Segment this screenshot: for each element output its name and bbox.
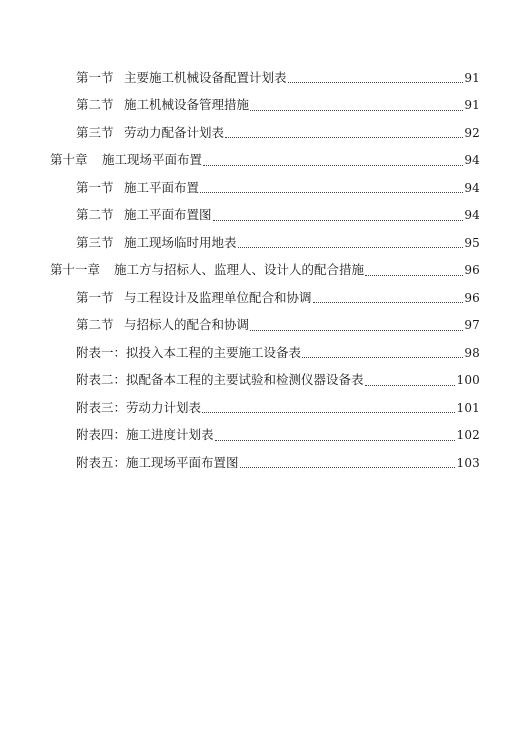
dot-leader (288, 68, 464, 83)
dot-leader (365, 261, 463, 276)
toc-entry-label (50, 263, 364, 277)
dot-leader (203, 151, 463, 166)
toc-appendix-entry[interactable] (0, 367, 529, 395)
toc-entry-page: 98 (464, 345, 480, 360)
toc-entry-title: 施工平面布置 (124, 179, 200, 195)
toc-entry-label (76, 98, 249, 112)
dot-leader (202, 398, 455, 413)
toc-entry[interactable] (0, 119, 529, 147)
toc-chapter-number: 第十一章 (50, 262, 101, 278)
toc-entry-page: 102 (456, 428, 480, 443)
toc-entry-label (50, 153, 202, 167)
dot-leader (238, 233, 464, 248)
toc-entry-page: 101 (456, 400, 480, 415)
toc-appendix-title: 附表四：施工进度计划表 (76, 427, 214, 443)
toc-entry[interactable] (0, 312, 529, 340)
toc-entry[interactable] (0, 284, 529, 312)
toc-entry-label (76, 181, 199, 195)
toc-chapter-title: 施工现场平面布置 (102, 152, 203, 168)
toc-entry-number: 第二节 (76, 207, 114, 223)
dot-leader (200, 178, 463, 193)
table-of-contents (0, 64, 529, 477)
toc-entry-label (76, 236, 237, 250)
dot-leader (250, 96, 463, 111)
toc-entry-label (76, 126, 224, 140)
toc-entry-page: 92 (464, 125, 480, 140)
toc-entry[interactable] (0, 202, 529, 230)
dot-leader (250, 316, 463, 331)
toc-chapter-title: 施工方与招标人、监理人、设计人的配合措施 (114, 262, 365, 278)
toc-appendix-title: 附表二：拟配备本工程的主要试验和检测仪器设备表 (76, 372, 364, 388)
dot-leader (215, 426, 456, 441)
toc-entry-number: 第三节 (76, 124, 114, 140)
toc-appendix-entry[interactable] (0, 394, 529, 422)
toc-entry-page: 96 (464, 263, 480, 278)
toc-appendix-entry[interactable] (0, 449, 529, 477)
dot-leader (313, 288, 464, 303)
toc-entry-page: 94 (464, 153, 480, 168)
dot-leader (225, 123, 463, 138)
toc-entry-title: 施工现场临时用地表 (124, 234, 237, 250)
dot-leader (302, 343, 463, 358)
toc-entry-title: 施工机械设备管理措施 (124, 97, 250, 113)
toc-entry-label (76, 291, 312, 305)
toc-entry[interactable] (0, 64, 529, 92)
toc-entry-title: 与工程设计及监理单位配合和协调 (124, 289, 312, 305)
toc-entry-number: 第二节 (76, 317, 114, 333)
toc-appendix-entry[interactable] (0, 422, 529, 450)
toc-entry-page: 96 (464, 290, 480, 305)
toc-appendix-title: 附表一：拟投入本工程的主要施工设备表 (76, 344, 302, 360)
toc-entry-title: 主要施工机械设备配置计划表 (124, 69, 287, 85)
toc-entry-page: 95 (464, 235, 480, 250)
toc-entry-number: 第二节 (76, 97, 114, 113)
toc-entry-page: 91 (464, 98, 480, 113)
dot-leader (213, 206, 464, 221)
toc-chapter-number: 第十章 (50, 152, 88, 168)
toc-chapter-entry[interactable] (0, 147, 529, 175)
dot-leader (365, 371, 456, 386)
toc-appendix-title: 附表三：劳动力计划表 (76, 399, 202, 415)
toc-entry-label (76, 318, 249, 332)
toc-entry[interactable] (0, 92, 529, 120)
toc-entry-label (76, 208, 212, 222)
toc-entry-page: 103 (456, 455, 480, 470)
toc-entry-page: 94 (464, 208, 480, 223)
toc-entry[interactable] (0, 174, 529, 202)
toc-entry-number: 第一节 (76, 289, 114, 305)
toc-entry-page: 97 (464, 318, 480, 333)
toc-entry-label (76, 71, 287, 85)
toc-entry-page: 100 (456, 373, 480, 388)
toc-chapter-entry[interactable] (0, 257, 529, 285)
toc-appendix-entry[interactable] (0, 339, 529, 367)
toc-entry-page: 94 (464, 180, 480, 195)
toc-entry-page: 91 (464, 70, 480, 85)
toc-entry-title: 与招标人的配合和协调 (124, 317, 250, 333)
toc-entry-title: 施工平面布置图 (124, 207, 212, 223)
toc-entry-number: 第一节 (76, 69, 114, 85)
toc-entry-number: 第一节 (76, 179, 114, 195)
toc-entry-title: 劳动力配备计划表 (124, 124, 225, 140)
dot-leader (240, 453, 456, 468)
toc-appendix-title: 附表五：施工现场平面布置图 (76, 454, 239, 470)
toc-entry[interactable] (0, 229, 529, 257)
toc-entry-number: 第三节 (76, 234, 114, 250)
